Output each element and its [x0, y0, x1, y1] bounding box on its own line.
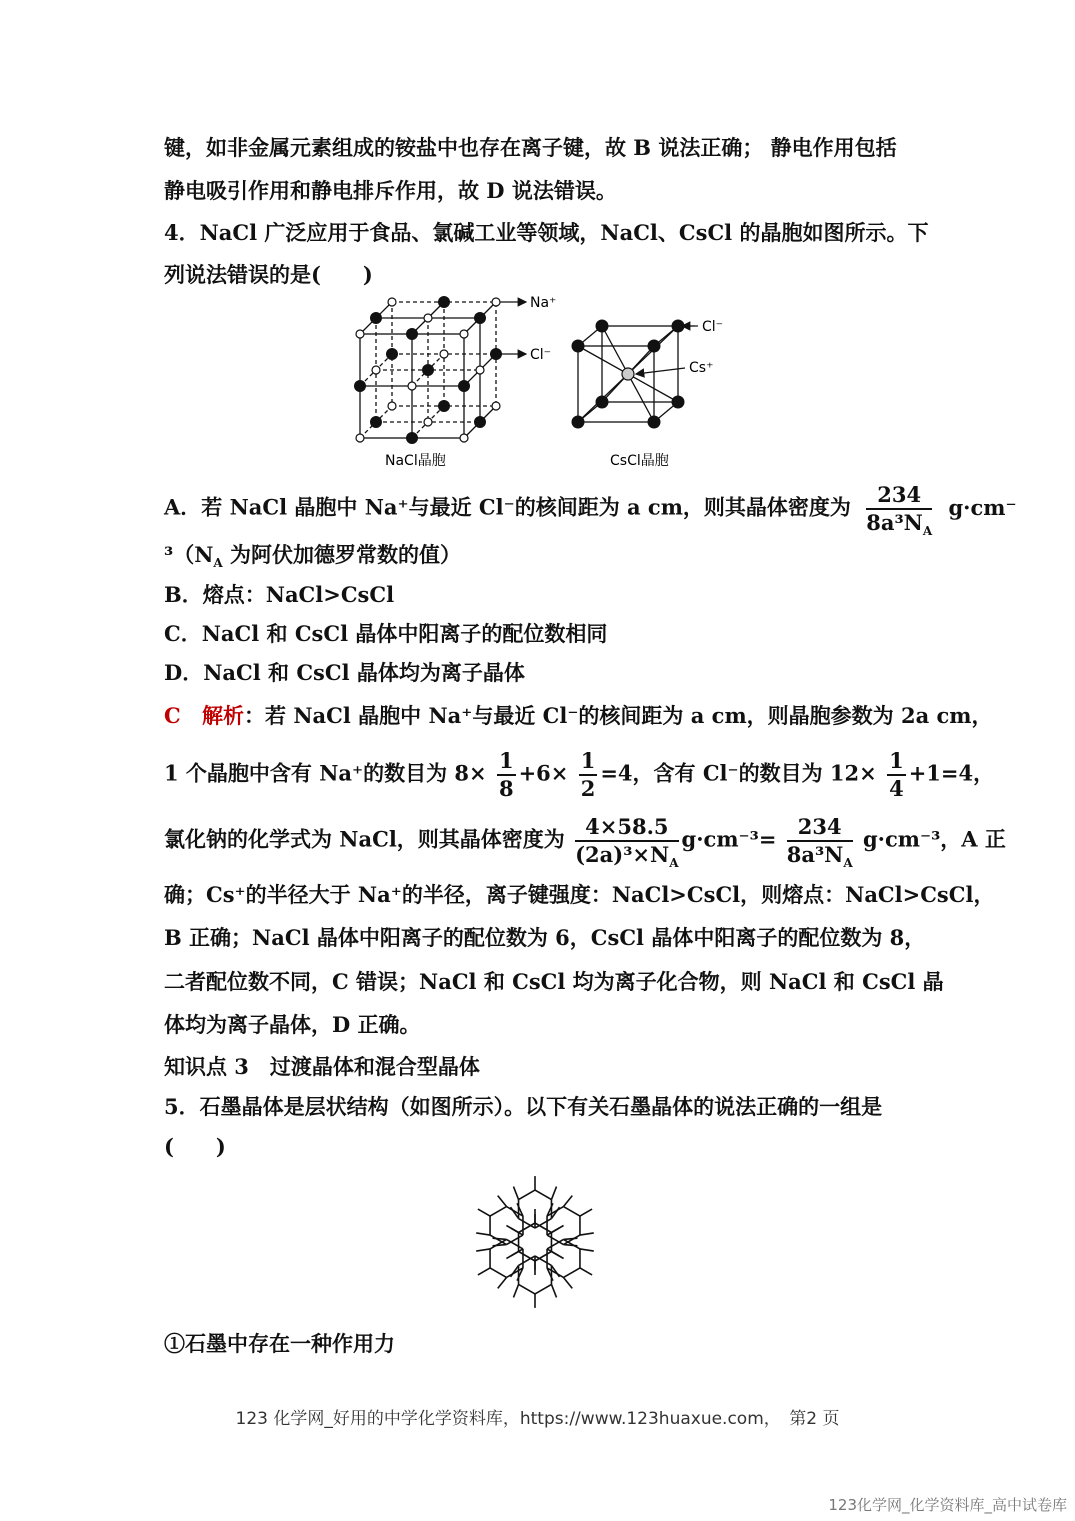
carbon-bond — [580, 1268, 592, 1275]
question-5-line-2: ( ) — [164, 1134, 226, 1159]
analysis-label: 解析 — [202, 703, 245, 728]
option-a-text: A．若 NaCl 晶胞中 Na⁺与最近 Cl⁻的核间距为 a cm，则其晶体密度为 — [164, 494, 851, 520]
answer-line-3: 氯化钠的化学式为 NaCl，则其晶体密度为 $\frac{4\times 58.5}{(2a)^3\times N_A}$ g·cm⁻³= $\frac{234}{8a^3N_A}$ g·cm⁻³，A 正 — [164, 814, 1006, 871]
watermark: 123化学网_化学资料库_高中试卷库 — [828, 1496, 1067, 1514]
answer-line-5: B 正确；NaCl 晶体中阳离子的配位数为 6，CsCl 晶体中阳离子的配位数为 8， — [164, 925, 926, 950]
answer-line-4: 确；Cs⁺的半径大于 Na⁺的半径，离子键强度：NaCl>CsCl，则熔点：NaCl>CsCl， — [164, 882, 995, 907]
question-4-line-2: 列说法错误的是( ) — [164, 262, 373, 287]
option-c: C．NaCl 和 CsCl 晶体中阳离子的配位数相同 — [164, 621, 608, 646]
carbon-bond — [507, 1239, 523, 1249]
carbon-bond — [564, 1277, 573, 1288]
carbon-bond — [478, 1209, 490, 1216]
option-d: D．NaCl 和 CsCl 晶体均为离子晶体 — [164, 660, 525, 685]
item-1: ①石墨中存在一种作用力 — [164, 1331, 395, 1356]
density-unit: g·cm⁻ — [948, 494, 1017, 520]
nacl-caption: NaCl晶胞 — [385, 453, 446, 469]
carbon-bond — [498, 1196, 507, 1207]
carbon-bond — [564, 1268, 580, 1278]
carbon-bond — [564, 1238, 578, 1239]
carbon-bond — [498, 1277, 507, 1288]
cs-ion-label: Cs⁺ — [689, 360, 714, 376]
carbon-bond — [535, 1219, 551, 1229]
answer-line-6: 二者配位数不同，C 错误；NaCl 和 CsCl 均为离子化合物，则 NaCl 和 CsCl 晶 — [164, 969, 944, 994]
answer-line-7: 体均为离子晶体，D 正确。 — [164, 1012, 421, 1037]
answer-line-2: 1 个晶胞中含有 Na⁺的数目为 8× $\frac{1}{8}$ +6× $\frac{1}{2}$ =4，含有 Cl⁻的数目为 12× $\frac{1}{4}$ +1=4， — [164, 748, 995, 801]
cscl-caption: CsCl晶胞 — [610, 453, 669, 469]
carbon-bond — [490, 1268, 506, 1278]
carbon-bond — [535, 1223, 551, 1233]
question-5-line-1: 5．石墨晶体是层状结构（如图所示）。以下有关石墨晶体的说法正确的一组是 — [164, 1094, 883, 1119]
nacl-ions — [354, 296, 502, 444]
carbon-bond — [476, 1249, 490, 1251]
option-b: B．熔点：NaCl>CsCl — [164, 582, 395, 607]
carbon-bond — [513, 1284, 518, 1297]
option-a-line-2: $^3(N_A$ 为阿伏加德罗常数的值） — [164, 542, 462, 571]
carbon-bond — [519, 1252, 535, 1262]
carbon-bond — [519, 1223, 535, 1233]
carbon-bond — [580, 1209, 592, 1216]
graphite-layer-figure — [440, 1160, 630, 1330]
carbon-bond — [507, 1235, 523, 1245]
carbon-bond — [519, 1219, 535, 1229]
carbon-bond — [535, 1256, 551, 1266]
carbon-bond — [564, 1245, 578, 1246]
question-4-line-1: 4．NaCl 广泛应用于食品、氯碱工业等领域，NaCl、CsCl 的晶胞如图所示。下 — [164, 220, 929, 245]
crystal-cells-figure — [340, 288, 740, 473]
carbon-bond — [551, 1187, 556, 1200]
na-ion-label: Na⁺ — [530, 295, 557, 311]
carbon-bond — [580, 1249, 594, 1251]
carbon-bond — [519, 1256, 535, 1266]
carbon-bond — [580, 1233, 594, 1235]
carbon-bond — [535, 1252, 551, 1262]
carbon-bond — [535, 1190, 551, 1200]
cl-ion-label: Cl⁻ — [530, 347, 552, 363]
text-line-2: 静电吸引作用和静电排斥作用，故 D 说法错误。 — [164, 178, 617, 203]
density-fraction — [866, 482, 933, 539]
carbon-bond — [519, 1284, 535, 1294]
carbon-bond — [490, 1207, 506, 1217]
fraction-denominator: $8a^3N_A$ — [866, 510, 933, 539]
page-footer: 123 化学网_好用的中学化学资料库，https://www.123huaxue.com， 第2 页 — [235, 1409, 840, 1429]
carbon-bond — [476, 1233, 490, 1235]
carbon-bond — [564, 1207, 580, 1217]
carbon-bond — [547, 1235, 563, 1245]
carbon-bond — [493, 1238, 507, 1239]
carbon-bond — [547, 1239, 563, 1249]
carbon-bond — [551, 1284, 556, 1297]
carbon-bond — [564, 1196, 573, 1207]
answer-letter: C — [164, 703, 181, 728]
answer-line-1: C 解析：若 NaCl 晶胞中 Na⁺与最近 Cl⁻的核间距为 a cm，则晶胞参数为 2a cm， — [164, 703, 993, 728]
option-a-line-1 — [164, 482, 1017, 539]
fraction-numerator: 234 — [866, 482, 932, 510]
carbon-bond — [478, 1268, 490, 1275]
carbon-bond — [513, 1187, 518, 1200]
section-heading: 知识点 3 过渡晶体和混合型晶体 — [164, 1054, 480, 1079]
carbon-bond — [519, 1190, 535, 1200]
text-line-1: 键，如非金属元素组成的铵盐中也存在离子键，故 B 说法正确； 静电作用包括 — [164, 135, 897, 160]
cscl-cl-label: Cl⁻ — [702, 319, 724, 335]
carbon-bond — [493, 1245, 507, 1246]
carbon-bond — [535, 1284, 551, 1294]
